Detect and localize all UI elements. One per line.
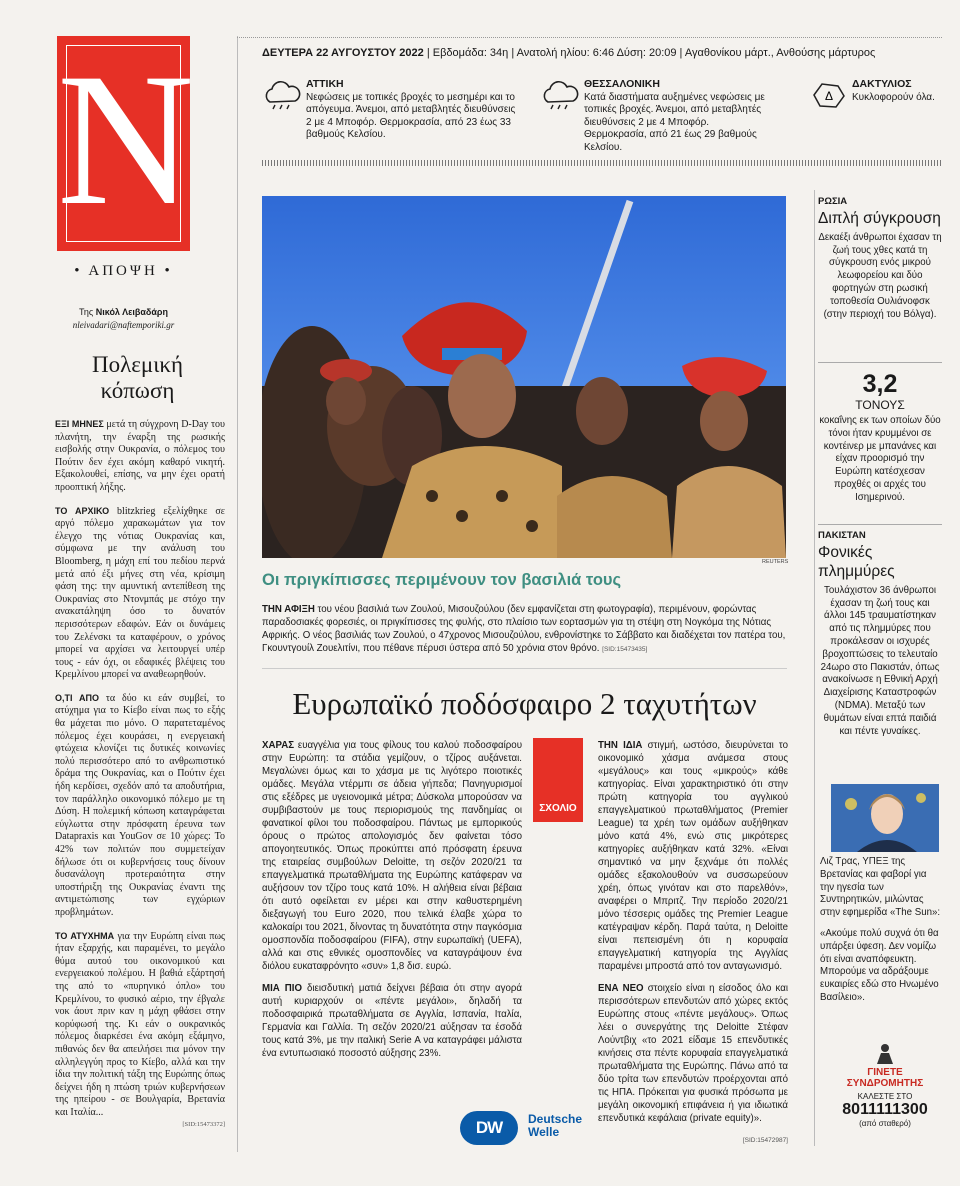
weather-region: ΑΤΤΙΚΗ bbox=[306, 78, 344, 90]
column-divider bbox=[237, 36, 238, 1152]
photo-caption: ΤΗΝ ΑΦΙΞΗ του νέου βασιλιά των Ζουλού, Μισουζούλου (δεν εμφανίζεται στη φωτογραφία), περιμένουν, φορώντας παραδοσιακές φορεσιές, οι πριγκίπισσες της φυλής, στο πλαίσιο των εορτασμών για τη στέψη στη Νογκόμα της Νότιας Αφρικής. Ο νέος βασιλιάς των Ζουλού, ο 47χρονος Μισουζούλου, ενθρονίστηκε το Σάββατο και διαδέχεται τον πατέρα του, Γκουντγουίλ Ζουελιτίνι, που πέθανε πέρυσι ύστερα από 50 χρόνια στον θρόνο. [SID:15473435] bbox=[262, 604, 786, 654]
opinion-paragraph: ΤΟ ΑΤΥΧΗΜΑ για την Ευρώπη είναι πως ήταν εξαρχής, και παραμένει, το μεγάλο θύμα αυτού του οικονομικού και ενεργειακού πολέμου. Η βαθιά εξάρτησή της από το «πυρηνικό όπλο» του Κρεμλίνου, το φυσικό αέριο, την έβγαλε νοκ άουτ πριν καν η μάχη φθάσει στην κορύφωσή της. Κι εάν ο ουκρανικός πόλεμος διαρκέσει ένα ακόμη εξάμηνο, πιθανώς δεν θα απειλήσει πια μόνον την αλληλεγγύη προς το Κίεβο, αλλά και την ίδια την πολιτική τάξη της Ευρώπης όπως δείχνει ήδη η πτώση τριών κυβερνήσεων της ηπείρου - σε Βουλγαρία, Βρετανία και Ιταλία... [SID:15473372] bbox=[55, 930, 225, 1133]
big-number: 3,2 bbox=[862, 370, 898, 398]
subscribe-phone[interactable]: 8011111300 bbox=[842, 1101, 928, 1118]
brief-title: Διπλή σύγκρουση bbox=[818, 209, 941, 227]
ring-road-icon bbox=[808, 80, 848, 110]
zulu-princesses-photo bbox=[262, 196, 786, 558]
weather-text: Κατά διαστήματα αυξημένες νεφώσεις με τοπικές βροχές. Άνεμοι, από μεταβλητές διευθύνσεις 2 με 4 Μποφόρ. Θερμοκρασία, από 21 έως 29 βαθμούς Κελσίου. bbox=[584, 91, 765, 153]
header-stripe bbox=[262, 160, 942, 166]
subscribe-box[interactable]: ΓΙΝΕΤΕ ΣΥΝΔΡΟΜΗΤΗΣ ΚΑΛΕΣΤΕ ΣΤΟ 8011111300 (από σταθερό) bbox=[831, 1043, 939, 1147]
logo-letter: N bbox=[57, 35, 195, 245]
weather-attiki bbox=[306, 78, 516, 142]
byline: Της Νικόλ Λειβαδάρη nleivadari@naftemporiki.gr bbox=[72, 307, 175, 330]
article-paragraph: ΕΝΑ ΝΕΟ στοιχείο είναι η είσοδος όλο και περισσότερων επενδυτών από χώρες εκτός Ευρώπης στους «πέντε μεγάλους». Όπως λέει ο συνεργάτης της Deloitte Στέφαν Λούντβιχ «το 2021 είδαμε 15 επενδυτικές κινήσεις στα πέντε κορυφαία επαγγελματικά πρωταθλήματα της Ευρώπης. Πάνω από τα δύο τρίτα των επενδυτών προέρχονται από τις ΗΠΑ. Πρόκειται για φυσικά πρόσωπα με μεγάλη οικονομική επιφάνεια ή για ιδιωτικά επενδυτικά κεφάλαια (private equity)». bbox=[598, 983, 788, 1124]
opinion-column bbox=[55, 36, 225, 1156]
weather-region: ΔΑΚΤΥΛΙΟΣ bbox=[852, 78, 912, 90]
section-label: • ΑΠΟΨΗ • bbox=[74, 263, 173, 279]
liz-truss-photo bbox=[831, 784, 939, 852]
opinion-paragraph: ΤΟ ΑΡΧΙΚΟ blitzkrieg εξελίχθηκε σε αργό πόλεμο χαρακωμάτων για τον έλεγχο της νότιας Ουκρανίας και, σύμφωνα με την ανάλυση του Bloomberg, η μάχη επί του πεδίου περνά μετά από έξι μήνες στη νέα, κρίσιμη φάση της: την αμυντική αντεπίθεση της Ουκρανίας στο Ντονμπάς με στόχο την ανακατάληψη όσο το δυνατόν περισσότερων εδαφών. Εάν οι δυνάμεις του Ζελένσκι τα καταφέρουν, ο χρόνος μπορεί να αρχίσει να λειτουργεί υπέρ τους - εάν όχι, οι εδαφικές βλέψεις του Κρεμλίνου μπορεί να αναθεωρηθούν. bbox=[55, 505, 225, 681]
weather-ring-road bbox=[824, 78, 942, 104]
comment-badge: ΣΧΟΛΙΟ bbox=[533, 738, 583, 822]
opinion-paragraph: ΕΞΙ ΜΗΝΕΣ μετά τη σύγχρονη D-Day του πλανήτη, την έναρξη της ρωσικής εισβολής στην Ουκρανία, ο πόλεμος του Πούτιν δεν έχει ακόμη καθαρό νικητή. Εξακολουθεί, επίσης, να μην έχει ορατή προοπτική λήξης. bbox=[55, 419, 225, 493]
reader-icon bbox=[873, 1043, 897, 1065]
weather-thessaloniki bbox=[584, 78, 774, 154]
photo-caption-title: Οι πριγκίπισσες περιμένουν τον βασιλιά τους bbox=[262, 571, 622, 589]
section-divider bbox=[262, 668, 787, 669]
article-column-1 bbox=[262, 739, 522, 1069]
photo-credit: REUTERS bbox=[762, 559, 789, 565]
author-email[interactable]: nleivadari@naftemporiki.gr bbox=[72, 320, 175, 330]
brief-title: Φονικές πλημμύρες bbox=[818, 543, 895, 580]
issue-date: ΔΕΥΤΕΡΑ 22 ΑΥΓΟΥΣΤΟΥ 2022 bbox=[262, 47, 424, 59]
right-column-divider bbox=[814, 190, 815, 1146]
brief-divider bbox=[818, 524, 942, 525]
opinion-title: Πολεμική κόπωση bbox=[91, 352, 184, 403]
story-id: [SID:15472987] bbox=[742, 1137, 788, 1144]
opinion-body bbox=[55, 418, 225, 1132]
story-id: [SID:15473372] bbox=[182, 1121, 225, 1129]
brief-cocaine: 3,2 ΤΟΝΟΥΣ κοκαΐνης εκ των οποίων δύο τόνοι ήταν κρυμμένοι σε κοντέινερ με μπανάνες και είχαν προορισμό την Ευρώπη κατέσχεσαν προχθές οι αρχές του Ισημερινού. bbox=[819, 370, 941, 503]
deutsche-welle-logo: DW Deutsche Welle bbox=[460, 1109, 590, 1149]
weather-region: ΘΕΣΣΑΛΟΝΙΚΗ bbox=[584, 78, 660, 90]
weather-text: Νεφώσεις με τοπικές βροχές το μεσημέρι και το απόγευμα. Άνεμοι, από μεταβλητές διευθύνσεις 2 με 4 Μποφόρ. Θερμοκρασία, από 23 έως 33 βαθμούς Κελσίου. bbox=[306, 91, 516, 140]
rain-cloud-icon bbox=[262, 80, 302, 110]
brief-russia: ΡΩΣΙΑ Διπλή σύγκρουση Δεκαέξι άνθρωποι έχασαν τη ζωή τους χθες κατά τη σύγκρουση ενός μικρού λεωφορείου και δύο φορτηγών στη ρωσική τοποθεσία Ουλιάνοφσκ (στην περιοχή του Βόλγα). bbox=[818, 196, 942, 320]
article-paragraph: ΤΗΝ ΙΔΙΑ στιγμή, ωστόσο, διευρύνεται το οικονομικό χάσμα ανάμεσα στους «μεγάλους» και τους «μικρούς» κάθε κατηγορίας. Είναι χαρακτηριστικό ότι στην πρώτη κατηγορία του αγγλικού επαγγελματικού πρωταθλήματος (Premier League) τα χρέη των ομάδων αυξήθηκαν μόνο κατά 4%, ενώ στις μικρότερες κατηγορίες αυξήθηκαν κατά 32%. «Είναι σημαντικό να μην ξεχνάμε ότι πολλές ομάδες εξακολουθούν να συσσωρεύουν χρέη, όπως γινόταν και στο παρελθόν», αναφέρει ο Μπριτζ. Την περίοδο 2020/21 μόνο τέσσερις ομάδες της Premier League κατέγραψαν κέρδη. Παρά ταύτα, η Deloitte είναι πεπεισμένη ότι η κορυφαία επαγγελματική κατηγορία της Αγγλίας παραμένει μπροστά από τον ανταγωνισμό. bbox=[598, 740, 788, 972]
article-headline: Ευρωπαϊκό ποδόσφαιρο 2 ταχυτήτων bbox=[292, 686, 757, 721]
weather-text: Κυκλοφορούν όλα. bbox=[852, 91, 935, 103]
quote-text: «Ακούμε πολύ συχνά ότι θα υπάρξει ύφεση. Δεν νομίζω ότι είναι αναπόφευκτη. Μπορούμε να αδράξουμε ευκαιρίες εδώ στο Ηνωμένο Βασίλειο». bbox=[820, 927, 939, 1003]
author-name: Νικόλ Λειβαδάρη bbox=[95, 307, 168, 317]
quote-intro: Λιζ Τρας, ΥΠΕΞ της Βρετανίας και φαβορί για την ηγεσία των Συντηρητικών, μιλώντας στην εφημερίδα «The Sun»: bbox=[820, 856, 941, 919]
brief-divider bbox=[818, 362, 942, 363]
rain-cloud-icon bbox=[540, 80, 580, 110]
article-paragraph: ΜΙΑ ΠΙΟ διεισδυτική ματιά δείχνει βέβαια ότι στην αγορά αυτή κυριαρχούν οι «πέντε μεγάλοι», δηλαδή τα ποδοσφαιρικά πρωταθλήματα σε Αγγλία, Ισπανία, Ιταλία, Γερμανία και Γαλλία. Τη σεζόν 2020/21 αύξησαν τα έσοδά τους κατά 3%, με την ιταλική Serie A να καταγράφει μάλιστα ένα εντυπωσιακό ποσοστό αύξησης 23%. bbox=[262, 983, 523, 1059]
date-line: ΔΕΥΤΕΡΑ 22 ΑΥΓΟΥΣΤΟΥ 2022 | Εβδομάδα: 34η | Ανατολή ηλίου: 6:46 Δύση: 20:09 | Αγαθονίκου μάρτ., Ανθούσης μάρτυρος bbox=[262, 47, 876, 59]
opinion-paragraph: Ο,ΤΙ ΑΠΟ τα δύο κι εάν συμβεί, το ατύχημα για το Κίεβο είναι πως το εξής θα μάχεται πιο μόνο. Ο παρατεταμένος πόλεμος έχει κουράσει, η ενεργειακή φτώχεια κλονίζει τις δυτικές κοινωνίες πολύ περισσότερο από το ανθρωπιστικό δράμα της Ουκρανίας, και ο Πούτιν έχει ήδη κερδίσει, σχεδόν από τα αποδυτήρια, τον παράλληλο οικονομικό πόλεμο με τη Δύση. Η πολεμική κόπωση καταγράφεται εύγλωττα στην πρόσφατη έρευνα των Datapraxis και YouGov σε 10 χώρες: Το 42% των πολιτών που συμμετείχαν δήλωσε ότι οι κυβερνήσεις τους δίνουν δυσανάλογη προτεραιότητα στην υποστήριξη της Ουκρανίας έναντι της αντιμετώπισης των εγχώριων προβλημάτων. bbox=[55, 692, 225, 918]
brief-pakistan: ΠΑΚΙΣΤΑΝ Φονικές πλημμύρες Τουλάχιστον 36 άνθρωποι έχασαν τη ζωή τους και άλλοι 145 τραυματίστηκαν από τις πλημμύρες που προκάλεσαν οι ισχυρές βροχοπτώσεις το τελευταίο 24ωρο στο Πακιστάν, όπως ανακοίνωσε η Εθνική Αρχή Διαχείρισης Καταστροφών (NDMA). Μεταξύ των θυμάτων είναι επτά παιδιά και πέντε γυναίκες. bbox=[818, 530, 942, 738]
article-paragraph: ΧΑΡΑΣ ευαγγέλια για τους φίλους του καλού ποδοσφαίρου στην Ευρώπη: τα στάδια γεμίζουν, ο τζίρος αυξάνεται. Μεγαλώνει όμως και το χάσμα με τις λιγότερο ποιοτικές ομάδες. Μεγάλα ντέρμπι σε άδεια γήπεδα; Πανηγυρισμοί στις εξέδρες με υγειονομικά μέτρα; Δύσκολα μπορούσαν να συμβιβαστούν με τους περιορισμούς της πανδημίας οι φανατικοί φίλοι του ποδοσφαίρου. Πάντως με εμπορικούς όρους ο πρώτος απολογισμός δεν φαίνεται τόσο απογοητευτικός. Όπως προκύπτει από πρόσφατη έρευνα της εταιρείας συμβούλων Deloitte, τη σεζόν 2020/21 τα επαγγελματικά πρωταθλήματα της Ευρώπης κατάφεραν να αυξήσουν τον τζίρο τους κατά 10%. Η αλήθεια είναι βέβαια ότι αυτό οφείλεται εν μέρει και στην καθυστερημένη διεξαγωγή του Euro 2020, που τελικά έλαβε χώρα το καλοκαίρι του 2021, δίνοντας τη δυνατότητα στην παγκόσμια ομοσπονδία ποδοσφαίρου (FIFA), στην ευρωπαϊκή (UEFA), αλλά και στις εθνικές ομοσπονδίες να καταγράψουν ένα διόλου ευκαταφρόνητο «συν» 1,8 δισ. ευρώ. bbox=[262, 740, 522, 972]
svg-text:Δ: Δ bbox=[824, 89, 834, 103]
newspaper-logo bbox=[57, 35, 195, 251]
top-divider bbox=[237, 37, 942, 38]
article-column-2 bbox=[598, 739, 788, 1147]
quote-block bbox=[820, 856, 942, 1005]
